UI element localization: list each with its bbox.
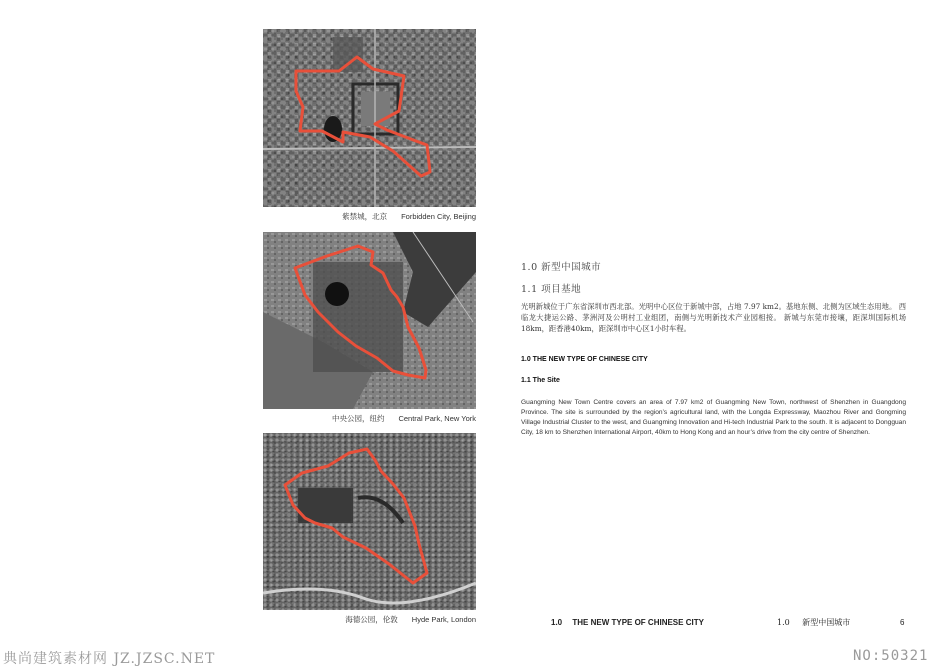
- footer-cn-title: 新型中国城市: [802, 618, 851, 627]
- page-number: 6: [900, 618, 905, 627]
- aerial-map-london: [263, 433, 476, 610]
- caption-cn: 海德公园，伦敦: [345, 615, 398, 624]
- footer-cn-number: 1.0: [777, 618, 790, 627]
- map-caption-beijing: [263, 211, 476, 223]
- watermark-left: 典尚建筑素材网 JZ.JZSC.NET: [3, 651, 216, 667]
- section-heading-cn: 1.0 新型中国城市: [521, 262, 602, 273]
- watermark-right: NO:50321: [853, 648, 929, 664]
- footer-en-number: 1.0: [551, 618, 563, 627]
- footer-en-title: THE NEW TYPE OF CHINESE CITY: [572, 618, 704, 627]
- section-heading-en: 1.0 THE NEW TYPE OF CHINESE CITY: [521, 356, 648, 363]
- caption-cn: 紫禁城，北京: [342, 212, 388, 221]
- map-caption-new-york: [263, 413, 476, 425]
- subsection-heading-cn: 1.1 项目基地: [521, 284, 582, 295]
- footer-cn: [777, 617, 850, 628]
- caption-en: Hyde Park, London: [411, 615, 476, 624]
- footer-en: [551, 618, 704, 627]
- caption-en: Forbidden City, Beijing: [401, 212, 476, 221]
- caption-en: Central Park, New York: [398, 414, 476, 423]
- subsection-heading-en: 1.1 The Site: [521, 377, 560, 384]
- caption-cn: 中央公园，纽约: [331, 414, 385, 423]
- aerial-map-beijing: [263, 29, 476, 207]
- body-text-cn: 光明新城位于广东省深圳市西北部。光明中心区位于新城中部，占地 7.97 km2。基地东侧、北侧为区域生态用地。 西临龙大捷运公路、茅洲河及公明村工业组团，南侧与光明新技术产业园相接。 新城与东莞市接壤，距深圳国际机场18km，距香港40km，距深圳市中心区1小时车程。: [521, 302, 906, 333]
- aerial-map-new-york: [263, 232, 476, 409]
- body-text-en: Guangming New Town Centre covers an area of 7.97 km2 of Guangming New Town, northwest of Shenzhen in Guangdong Province. The site is surrounded by the region’s agricultural land, with the Longda Expressway, Maozhou River and Gongming Village Industrial Cluster to the west, and Guangming Innovation and Hi-tech Industrial Park to the south. It is adjacent to Dongguan City, 18 km to Shenzhen International Airport, 40km to Hong Kong and an hour’s drive from the city centre of Shenzhen.: [521, 399, 906, 436]
- map-caption-london: [263, 614, 476, 626]
